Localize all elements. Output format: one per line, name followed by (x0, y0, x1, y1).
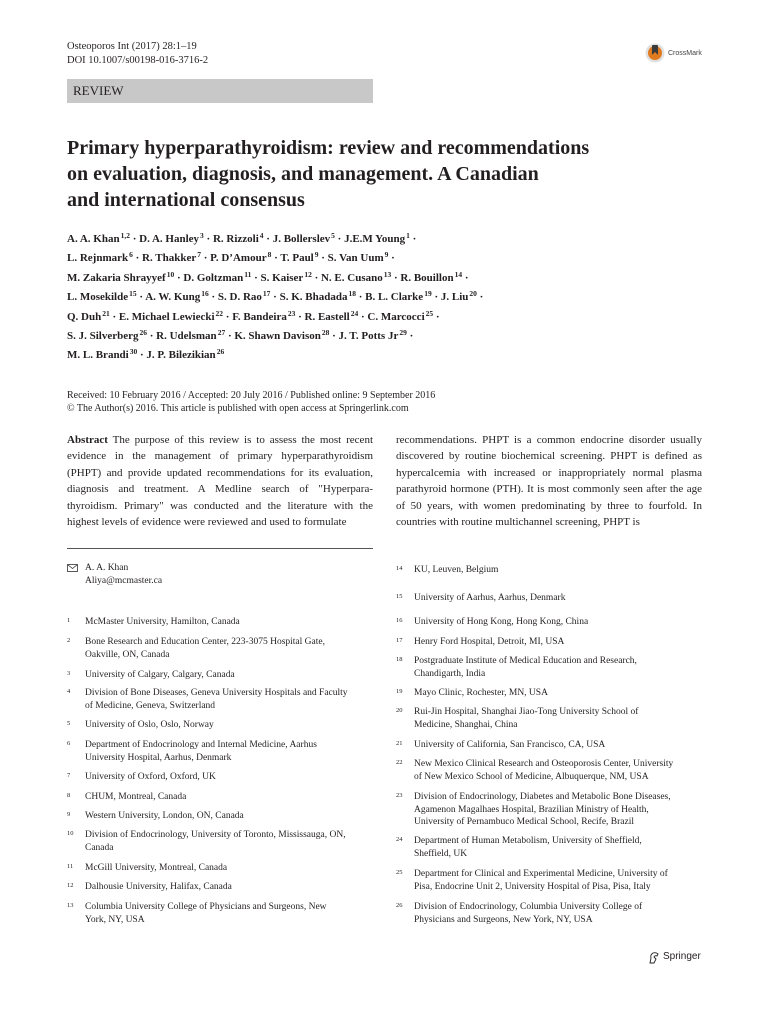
affiliation-text: Columbia University College of Physicians and Surgeons, New (85, 902, 327, 912)
affiliation-text: University of Calgary, Calgary, Canada (85, 670, 235, 680)
crossmark-badge[interactable] (645, 42, 702, 64)
affiliation-text: Department of Endocrinology and Internal Medicine, Aarhus (85, 740, 317, 750)
affiliation-number: 11 (67, 863, 74, 870)
author-name[interactable]: E. Michael Lewiecki (118, 310, 215, 323)
abstract-line: hypercalcemia with increased or inappropriately normal plasma (396, 466, 702, 479)
corresponding-author-name: A. A. Khan (85, 563, 129, 573)
abstract-left-column (67, 432, 373, 530)
affiliation-text: Medicine, Shanghai, China (414, 719, 518, 730)
affiliation-item (396, 636, 700, 649)
affiliation-item (396, 739, 700, 752)
author-name[interactable]: R. Rizzoli (212, 233, 259, 245)
author-affiliation-ref: 11 (244, 269, 252, 279)
affiliation-text: Department for Clinical and Experimental Medicine, University of (414, 869, 668, 879)
affiliation-number: 20 (396, 707, 403, 714)
author-name[interactable]: R. Udelsman (156, 330, 217, 343)
received-accepted-published: Received: 10 February 2016 / Accepted: 20 July 2016 / Published online: 9 September 2016 (67, 390, 436, 401)
author-name[interactable]: S. Van Uum (327, 252, 384, 265)
envelope-icon (67, 564, 78, 572)
journal-header (67, 40, 208, 68)
affiliation-text: of Medicine, Geneva, Switzerland (85, 700, 216, 711)
affiliation-item (396, 564, 700, 577)
author-name[interactable]: K. Shawn Davison (234, 330, 321, 343)
author-name[interactable]: F. Bandeira (232, 310, 287, 323)
author-affiliation-ref: 17 (262, 289, 271, 299)
affiliation-item (67, 719, 371, 732)
author-affiliation-ref: 23 (287, 308, 296, 318)
author-name[interactable]: A. A. Khan (67, 233, 120, 245)
affiliation-number: 22 (396, 759, 403, 766)
affiliation-number: 21 (396, 740, 403, 747)
author-line: S. J. Silverberg$^{26}$ · R. Udelsman$^{27}$ · K. Shawn Davison$^{28}$ · J. T. Potts $Jr^{29}$ · (67, 328, 414, 343)
article-type-label: REVIEW (73, 83, 124, 98)
affiliation-number: 6 (67, 740, 71, 747)
open-access-notice: © The Author(s) 2016. This article is published with open access at Springerlink.com (67, 403, 409, 414)
affiliation-number: 5 (67, 720, 71, 727)
author-affiliation-ref: 9 (384, 250, 389, 260)
affiliation-text: Mayo Clinic, Rochester, MN, USA (414, 688, 548, 698)
affiliation-text: York, NY, USA (85, 914, 145, 925)
affiliation-text: Canada (85, 842, 114, 853)
affiliation-item (67, 829, 371, 854)
affiliation-item (396, 592, 700, 605)
author-name[interactable]: L. Rejnmark (67, 252, 129, 265)
affiliation-item (67, 669, 371, 682)
corresponding-author-email[interactable]: Aliya@mcmaster.ca (85, 576, 163, 586)
affiliation-text: Department of Human Metabolism, University of Sheffield, (414, 836, 642, 846)
author-name[interactable]: J.E.M Young (344, 233, 406, 245)
affiliation-number: 23 (396, 792, 403, 799)
affiliation-item (396, 758, 700, 783)
author-name[interactable]: M. Zakaria Shrayyef (67, 271, 166, 284)
author-name[interactable]: R. Bouillon (400, 271, 454, 284)
affiliation-text: Postgraduate Institute of Medical Education and Research, (414, 656, 637, 666)
author-affiliation-ref: 5 (331, 231, 335, 240)
author-affiliation-ref: 25 (425, 308, 434, 318)
affiliation-item (67, 771, 371, 784)
author-affiliation-ref: 7 (197, 250, 201, 260)
abstract-line: age of 50 years, with women predominating by three to fourfold. (396, 483, 703, 512)
author-affiliation-ref: 14 (454, 269, 463, 279)
footnote-divider (67, 548, 373, 549)
affiliation-text: of New Mexico School of Medicine, Albuquerque, NM, USA (414, 771, 649, 782)
author-line: Q. Duh$^{21}$ · E. Michael Lewiecki$^{22}$ · F. Bandeira$^{23}$ · R. Eastell$^{24}$ · C. Marcocci$^{25}$ · (67, 308, 440, 323)
author-affiliation-ref: 4 (259, 231, 264, 240)
author-line: M. Zakaria Shrayyef$^{10}$ · D. Goltzman$^{11}$ · S. Kaiser$^{12}$ · N. E. Cusano$^{13}$ · R. Bouillon$^{14}$ · (67, 269, 469, 284)
author-name[interactable]: T. Paul (280, 252, 314, 265)
abstract-line: discovered by routine biochemical screening. PHPT is defined as (396, 450, 702, 463)
affiliation-item (67, 687, 371, 712)
affiliation-item (396, 868, 700, 893)
affiliation-number: 15 (396, 593, 403, 600)
affiliation-text: University of Aarhus, Aarhus, Denmark (414, 593, 566, 603)
affiliation-number: 17 (396, 637, 403, 644)
author-name[interactable]: A. W. Kung (145, 291, 201, 304)
affiliation-text: Henry Ford Hospital, Detroit, MI, USA (414, 637, 565, 647)
author-name[interactable]: M. L. Brandi (67, 349, 129, 362)
affiliation-item (67, 881, 371, 894)
affiliation-item (396, 791, 700, 829)
author-affiliation-ref: 26 (216, 347, 225, 357)
author-name[interactable]: S. D. Rao (217, 291, 262, 304)
author-name[interactable]: Q. Duh (67, 310, 102, 323)
abstract-line: recommendations. PHPT is a common endocrine disorder usually (396, 434, 702, 446)
affiliation-text: Division of Endocrinology, University of Toronto, Mississauga, ON, (85, 830, 346, 840)
author-name[interactable]: D. A. Hanley (139, 233, 200, 245)
affiliation-item (67, 901, 371, 926)
affiliation-text: Sheffield, UK (414, 848, 468, 859)
abstract-line: The purpose of this review is to assess the most recent (112, 434, 373, 446)
affiliation-text: University of Pernambuco Medical School, Recife, Brazil (414, 817, 635, 827)
author-name[interactable]: R. Eastell (304, 310, 350, 323)
author-affiliation-ref: 6 (129, 250, 133, 260)
affiliation-item (67, 862, 371, 875)
abstract-heading: Abstract (67, 434, 108, 446)
article-title (67, 135, 687, 213)
author-affiliation-ref: 28 (321, 328, 330, 338)
abstract-line: thyroidism. Primary" was conducted and the literature with the (67, 499, 373, 512)
affiliation-text: University of Oslo, Oslo, Norway (85, 720, 214, 730)
title-line: Primary hyperparathyroidism: review and recommendations (67, 137, 590, 159)
publication-dates (67, 389, 435, 415)
author-affiliation-ref: 29 (399, 328, 407, 338)
author-name[interactable]: S. J. Silverberg (67, 330, 139, 343)
affiliation-text: Agamenon Magalhaes Hospital, Brazilian Ministry of Health, (414, 804, 649, 815)
author-name[interactable]: J. T. Potts Jr (338, 330, 399, 343)
author-line: L. Rejnmark$^6$ · R. Thakker$^7$ · P. D’Amour$^8$ · T. Paul$^9$ · S. Van Uum$^9$ · (67, 250, 395, 265)
affiliation-number: 19 (396, 688, 403, 695)
affiliation-text: University of Hong Kong, Hong Kong, China (414, 617, 589, 627)
affiliation-item (67, 739, 371, 764)
affiliation-text: Division of Bone Diseases, Geneva University Hospitals and Faculty (85, 688, 348, 698)
affiliation-text: Physicians and Surgeons, New York, NY, USA (414, 914, 593, 925)
author-name[interactable]: S. K. Bhadada (279, 291, 348, 304)
publisher-name: Springer (663, 951, 701, 962)
title-line: on evaluation, diagnosis, and management. A Canadian (67, 163, 539, 185)
affiliation-number: 16 (396, 617, 403, 624)
affiliation-number: 10 (67, 830, 74, 837)
affiliation-text: McMaster University, Hamilton, Canada (85, 617, 240, 627)
affiliation-number: 8 (67, 792, 71, 799)
author-name[interactable]: B. L. Clarke (365, 291, 424, 304)
affiliation-number: 1 (67, 617, 71, 624)
author-affiliation-ref: 21 (102, 308, 110, 318)
affiliation-item (396, 655, 700, 680)
affiliation-number: 25 (396, 869, 403, 876)
affiliation-text: Division of Endocrinology, Diabetes and Metabolic Bone Diseases, (414, 792, 671, 802)
author-affiliation-ref: 1 (406, 231, 410, 240)
affiliation-text: McGill University, Montreal, Canada (85, 863, 228, 873)
author-affiliation-ref: 26 (139, 328, 147, 338)
affiliation-text: University of California, San Francisco, CA, USA (414, 740, 606, 750)
affiliation-number: 7 (67, 772, 71, 779)
article-type-bar (67, 79, 373, 103)
author-name[interactable]: N. E. Cusano (320, 271, 383, 284)
affiliation-text: Pisa, Endocrine Unit 2, University Hospital of Pisa, Pisa, Italy (414, 881, 651, 892)
author-line: L. Mosekilde$^{15}$ · A. W. Kung$^{16}$ · S. D. Rao$^{17}$ · S. K. Bhadada$^{18}$ · B. L. Clarke$^{19}$ · J. Liu$^{20}$ · (67, 289, 484, 304)
author-affiliation-ref: 9 (314, 250, 319, 260)
affiliation-text: Chandigarth, India (414, 668, 486, 679)
affiliation-text: Bone Research and Education Center, 223-3075 Hospital Gate, (85, 637, 325, 647)
author-affiliation-ref: 24 (350, 308, 359, 318)
affiliation-number: 4 (67, 688, 71, 695)
author-line: M. L. Brandi$^{30}$ · J. P. Bilezikian$^{26}$ (67, 347, 225, 362)
author-affiliation-ref: 20 (469, 289, 477, 299)
abstract-line: parathyroid hormone (PTH). It is most commonly seen after the (396, 483, 684, 496)
author-affiliation-ref: 30 (129, 347, 138, 357)
springer-horse-icon (648, 951, 660, 964)
affiliation-number: 26 (396, 902, 403, 909)
correspondence (67, 562, 163, 586)
author-affiliation-ref: 15 (129, 289, 137, 299)
publisher-logo (648, 950, 701, 964)
abstract-line: evidence in the management of primary hyperparathyroidism (67, 450, 373, 463)
author-name[interactable]: P. D’Amour (210, 252, 267, 265)
author-name[interactable]: J. P. Bilezikian (146, 349, 216, 362)
author-affiliation-ref: 22 (215, 308, 224, 318)
author-name[interactable]: J. Bollerslev (272, 233, 331, 245)
author-affiliation-ref: 1,2 (120, 231, 130, 240)
author-affiliation-ref: 19 (424, 289, 432, 299)
abstract-line: In countries with routine multichannel screening, PHPT is (396, 499, 702, 529)
author-name[interactable]: L. Mosekilde (67, 291, 129, 304)
author-affiliation-ref: 16 (201, 289, 209, 299)
abstract-line: (PHPT) and provide updated recommendations for its evaluation, (67, 466, 373, 479)
affiliation-text: Oakville, ON, Canada (85, 649, 170, 660)
author-affiliation-ref: 13 (383, 269, 392, 279)
affiliation-item (396, 901, 700, 926)
affiliation-text: Division of Endocrinology, Columbia University College of (414, 902, 643, 912)
abstract-line: diagnosis and treatment. A Medline search of "Hyperpara- (67, 483, 373, 496)
affiliation-item (396, 706, 700, 731)
author-name[interactable]: D. Goltzman (183, 271, 244, 284)
abstract-right-column (396, 432, 702, 530)
author-name[interactable]: R. Thakker (142, 252, 197, 265)
affiliation-item (67, 810, 371, 823)
affiliation-number: 14 (396, 565, 403, 572)
author-affiliation-ref: 3 (200, 231, 204, 240)
author-list (67, 228, 707, 364)
author-affiliation-ref: 12 (304, 269, 312, 279)
affiliation-number: 12 (67, 882, 74, 889)
affiliation-text: CHUM, Montreal, Canada (85, 792, 187, 802)
affiliation-number: 24 (396, 836, 403, 843)
affiliation-item (67, 616, 371, 629)
author-affiliation-ref: 18 (348, 289, 356, 299)
affiliation-item (67, 791, 371, 804)
author-name[interactable]: C. Marcocci (367, 310, 425, 323)
doi[interactable]: DOI 10.1007/s00198-016-3716-2 (67, 55, 209, 66)
author-name[interactable]: S. Kaiser (260, 271, 304, 284)
author-affiliation-ref: 27 (217, 328, 226, 338)
author-affiliation-ref: 8 (267, 250, 272, 260)
affiliation-number: 3 (67, 670, 71, 677)
affiliation-text: New Mexico Clinical Research and Osteoporosis Center, University (414, 759, 674, 769)
author-name[interactable]: J. Liu (440, 291, 469, 304)
author-affiliation-ref: 10 (166, 269, 175, 279)
affiliation-number: 2 (67, 637, 71, 644)
crossmark-label: CrossMark (668, 49, 702, 57)
affiliation-item (67, 636, 371, 661)
affiliation-text: KU, Leuven, Belgium (414, 565, 499, 575)
author-line: A. A. Khan$^{1,2}$ · D. A. Hanley$^3$ · R. Rizzoli$^4$ · J. Bollerslev$^5$ · J.E.M Young$^1$ · (67, 231, 417, 245)
affiliation-text: Rui-Jin Hospital, Shanghai Jiao-Tong University School of (414, 707, 639, 717)
title-line: and international consensus (67, 189, 305, 211)
affiliation-number: 13 (67, 902, 74, 909)
abstract-line: highest levels of evidence were reviewed and used to formulate (67, 516, 347, 529)
affiliation-text: Dalhousie University, Halifax, Canada (85, 882, 232, 892)
affiliation-number: 18 (396, 656, 403, 663)
affiliation-text: University of Oxford, Oxford, UK (85, 772, 216, 782)
affiliation-item (396, 687, 700, 700)
affiliation-text: University Hospital, Aarhus, Denmark (85, 752, 232, 763)
affiliation-text: Western University, London, ON, Canada (85, 811, 244, 821)
affiliation-number: 9 (67, 811, 71, 818)
affiliation-item (396, 835, 700, 860)
affiliation-item (396, 616, 700, 629)
crossmark-icon (645, 42, 665, 64)
journal-citation: Osteoporos Int (2017) 28:1–19 (67, 41, 197, 52)
